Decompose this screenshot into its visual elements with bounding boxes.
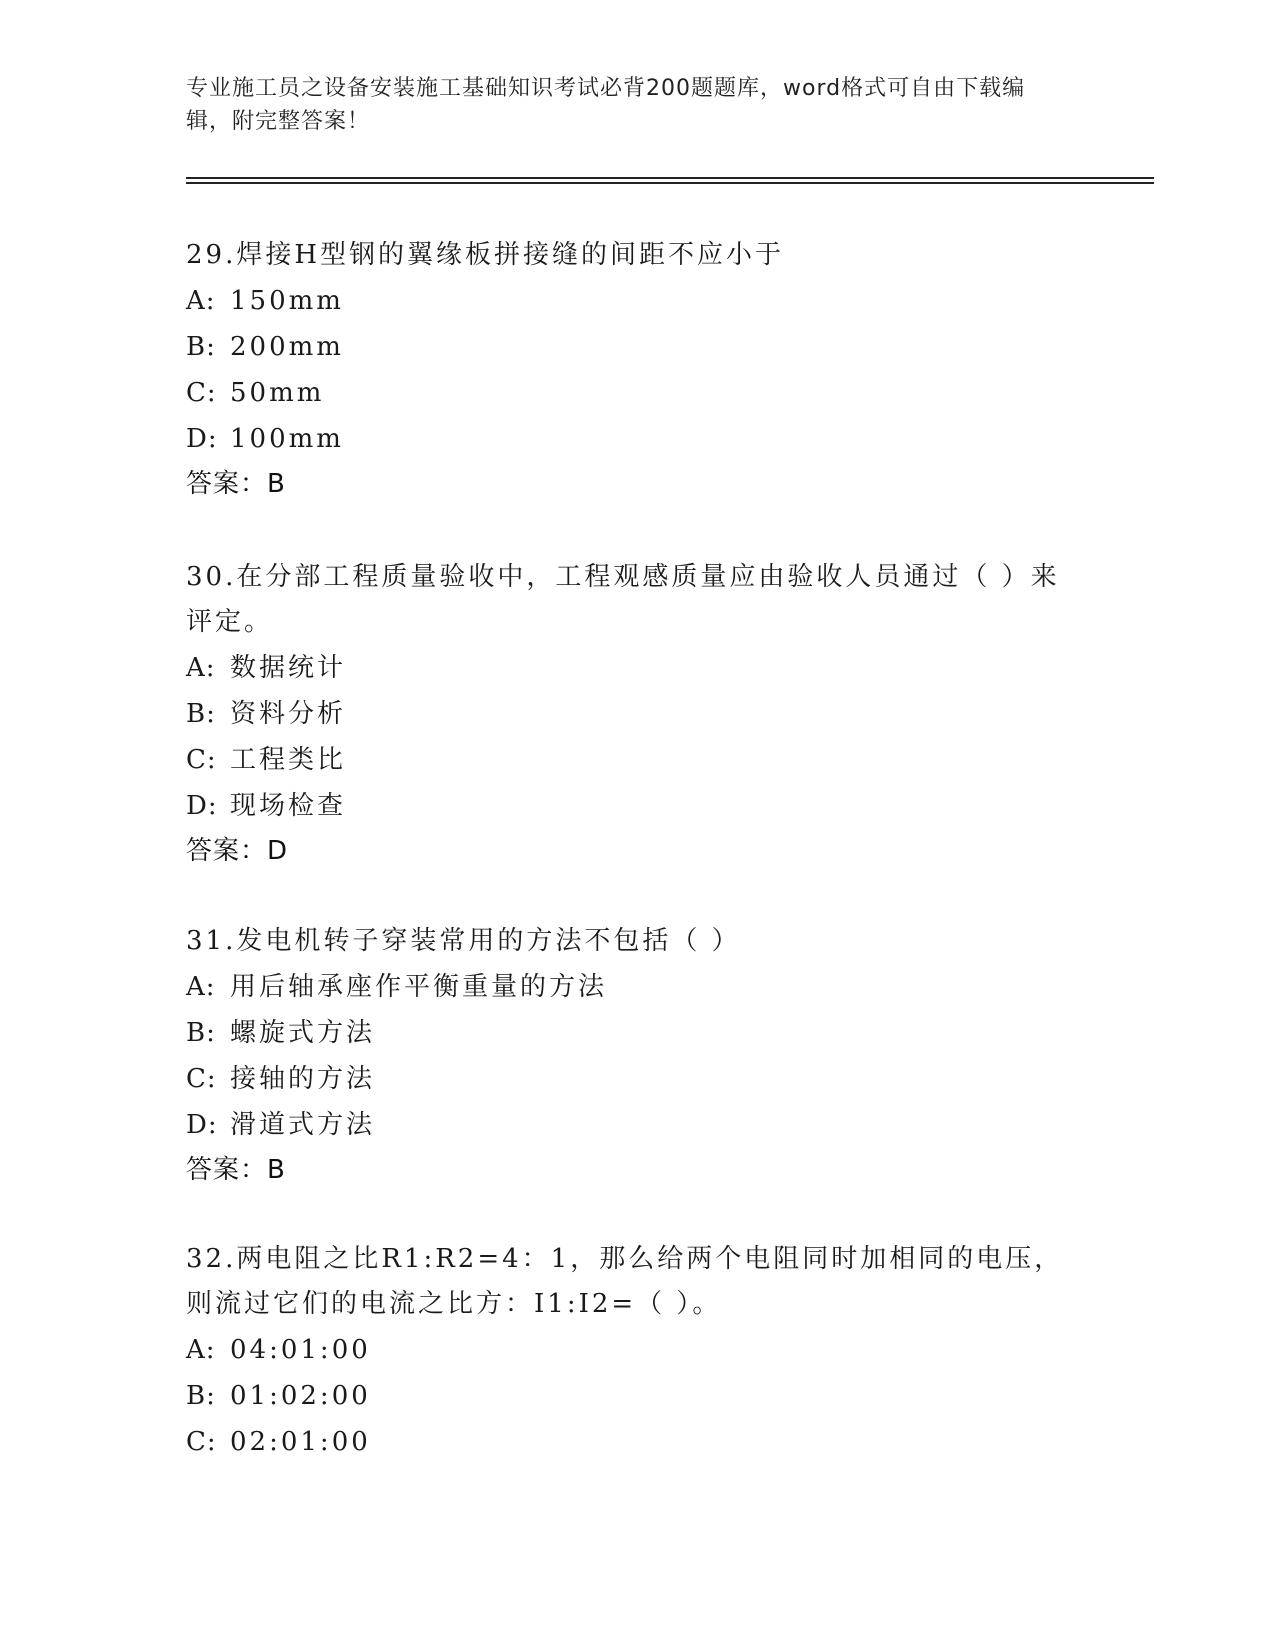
option-label: B: xyxy=(186,699,216,729)
option-label: C: xyxy=(186,1064,217,1094)
option-text: 100mm xyxy=(230,424,344,454)
option-label: A: xyxy=(186,286,216,316)
question-stem: 31.发电机转子穿装常用的方法不包括（ ） xyxy=(186,926,741,956)
option-d xyxy=(186,1102,1086,1148)
option-d xyxy=(186,783,1086,829)
question-stem: 32.两电阻之比R1:R2=4：1，那么给两个电阻同时加相同的电压，则流过它们的电流之比方：I1:I2=（ ）。 xyxy=(186,1244,1064,1319)
option-text: 200mm xyxy=(230,332,344,362)
option-text: 工程类比 xyxy=(230,745,347,775)
option-label: B: xyxy=(186,1381,216,1411)
option-b xyxy=(186,691,1086,737)
option-c xyxy=(186,1419,1086,1465)
option-label: C: xyxy=(186,378,217,408)
option-b xyxy=(186,324,1086,370)
option-a xyxy=(186,645,1086,691)
option-a xyxy=(186,278,1086,324)
option-a xyxy=(186,964,1086,1010)
option-text: 现场检查 xyxy=(230,791,347,821)
option-text: 50mm xyxy=(230,378,325,408)
option-label: B: xyxy=(186,1018,216,1048)
option-text: 01:02:00 xyxy=(230,1381,371,1411)
option-a xyxy=(186,1327,1086,1373)
header-divider-top xyxy=(186,177,1154,179)
option-c xyxy=(186,737,1086,783)
option-label: A: xyxy=(186,1335,216,1365)
option-text: 02:01:00 xyxy=(230,1427,371,1457)
answer-line: 答案：D xyxy=(186,836,289,866)
option-d xyxy=(186,416,1086,462)
question-stem: 29.焊接H型钢的翼缘板拼接缝的间距不应小于 xyxy=(186,240,785,270)
question-29 xyxy=(186,233,1086,506)
option-text: 资料分析 xyxy=(230,699,347,729)
option-label: A: xyxy=(186,653,216,683)
question-stem: 30.在分部工程质量验收中，工程观感质量应由验收人员通过（ ）来评定。 xyxy=(186,562,1060,637)
question-31 xyxy=(186,919,1086,1192)
option-label: D: xyxy=(186,424,218,454)
option-label: C: xyxy=(186,745,217,775)
answer-line: 答案：B xyxy=(186,1155,286,1185)
option-c xyxy=(186,370,1086,416)
option-b xyxy=(186,1010,1086,1056)
option-text: 螺旋式方法 xyxy=(230,1018,376,1048)
option-label: B: xyxy=(186,332,216,362)
document-header: 专业施工员之设备安装施工基础知识考试必背200题题库，word格式可自由下载编辑，附完整答案！ xyxy=(186,76,1026,134)
option-label: A: xyxy=(186,972,216,1002)
option-b xyxy=(186,1373,1086,1419)
option-c xyxy=(186,1056,1086,1102)
option-text: 数据统计 xyxy=(230,653,347,683)
option-text: 接轴的方法 xyxy=(230,1064,376,1094)
header-divider-bottom xyxy=(186,182,1154,184)
option-label: D: xyxy=(186,1110,218,1140)
question-32 xyxy=(186,1237,1086,1465)
answer-line: 答案：B xyxy=(186,469,286,499)
option-text: 04:01:00 xyxy=(230,1335,371,1365)
option-text: 150mm xyxy=(230,286,344,316)
option-label: C: xyxy=(186,1427,217,1457)
option-text: 用后轴承座作平衡重量的方法 xyxy=(230,972,608,1002)
question-30 xyxy=(186,555,1086,873)
option-label: D: xyxy=(186,791,218,821)
option-text: 滑道式方法 xyxy=(230,1110,376,1140)
